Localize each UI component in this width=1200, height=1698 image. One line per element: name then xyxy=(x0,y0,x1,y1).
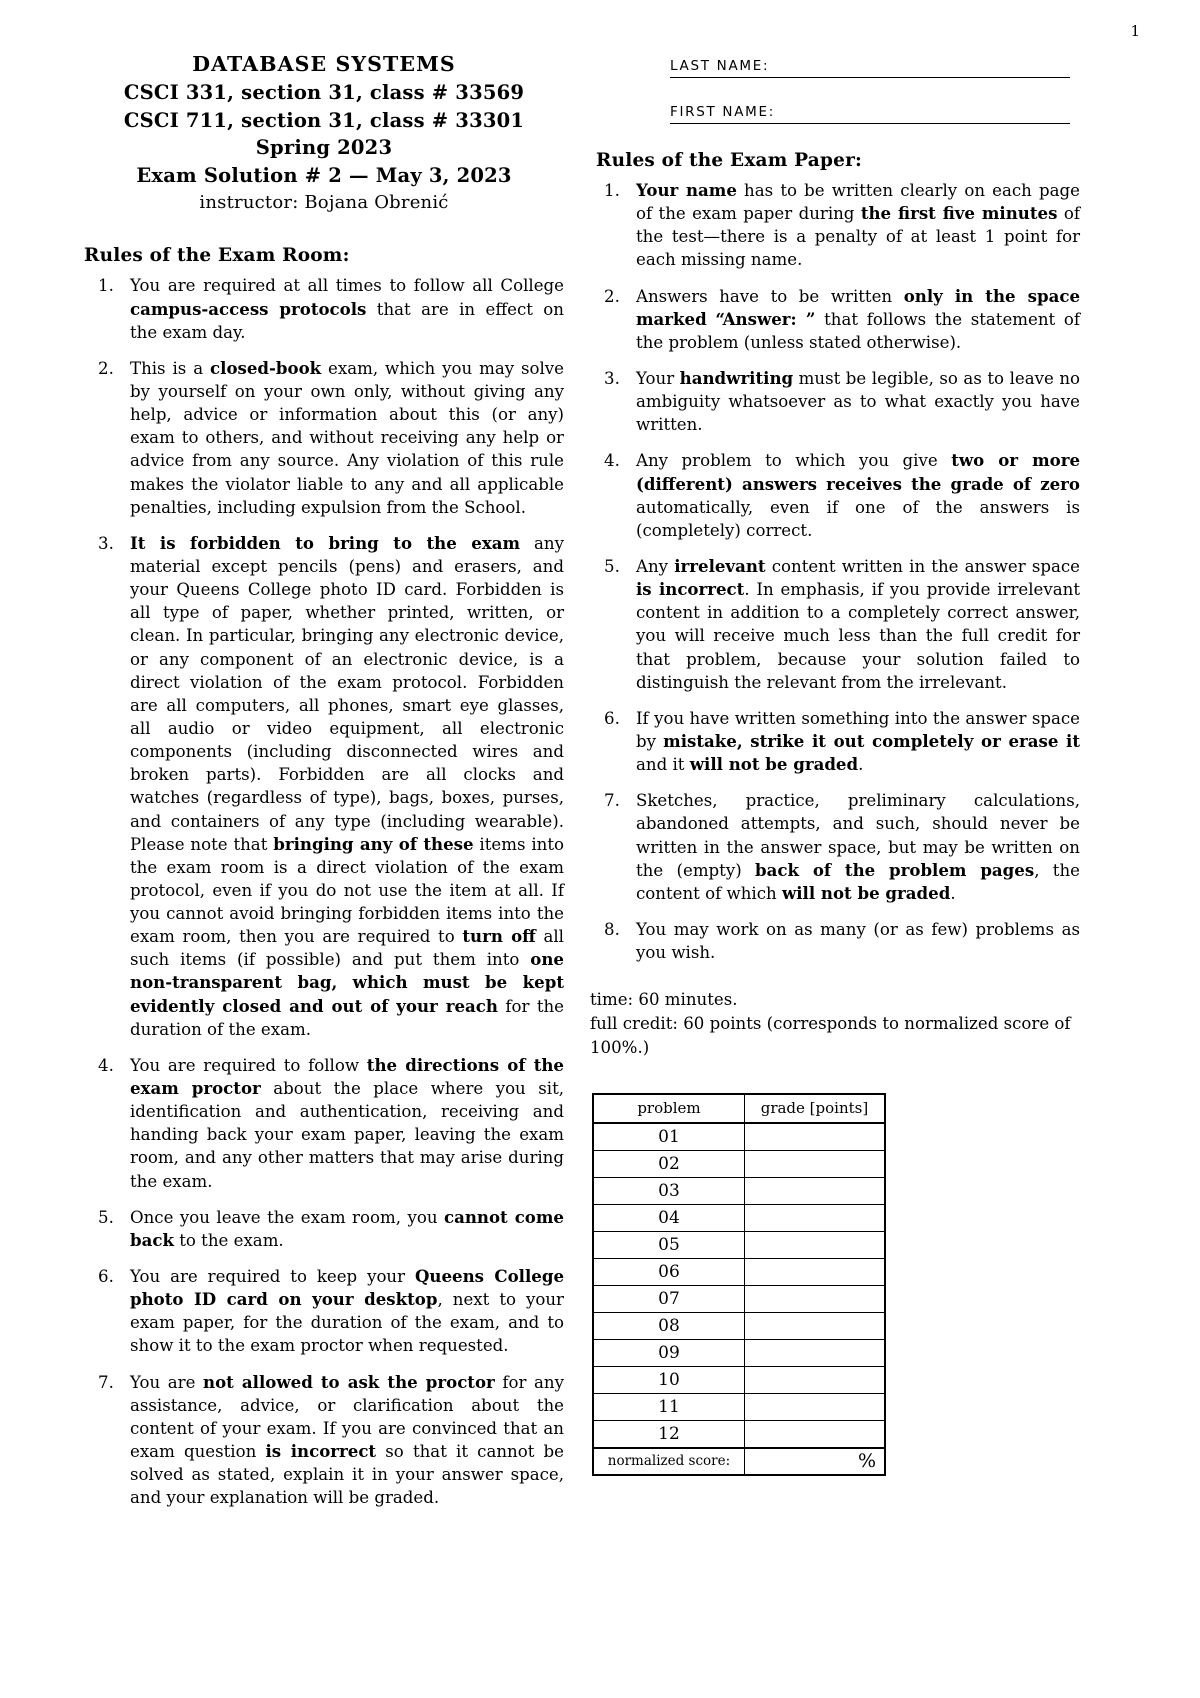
exam-meta xyxy=(590,988,1080,1059)
exam-line: Exam Solution # 2 — May 3, 2023 xyxy=(136,164,512,188)
table-row xyxy=(593,1204,885,1231)
normalized-score-label: normalized score: xyxy=(593,1448,744,1475)
rule-item: Any problem to which you give two or more (different) answers receives the grade of zero automatically, even if one of the answers is (completely) correct. xyxy=(636,450,1080,540)
rule-item: You are not allowed to ask the proctor for any assistance, advice, or clarification about the content of your exam. If you are convinced that an exam question is incorrect so that it cannot be solved as stated, explain it in your answer space, and your explanation will be graded. xyxy=(130,1371,564,1508)
grade-table-header-row xyxy=(593,1094,885,1123)
table-row xyxy=(593,1231,885,1258)
rule-item: Any irrelevant content written in the answer space is incorrect. In emphasis, if you provide irrelevant content in addition to a completely correct answer, you will receive much less than the full credit for that problem, because your solution failed to distinguish the relevant from the irrelevant. xyxy=(636,555,1080,692)
name-fields xyxy=(670,58,1080,124)
credit-line: full credit: 60 points (corresponds to normalized score of 100%.) xyxy=(590,1014,1071,1057)
problem-number-cell: 03 xyxy=(593,1177,744,1204)
grade-entry-cell[interactable] xyxy=(744,1150,885,1177)
table-row xyxy=(593,1258,885,1285)
exam-paper-heading: Rules of the Exam Paper: xyxy=(596,150,863,171)
rule-item: Your name has to be written clearly on each page of the exam paper during the first five minutes of the test—there is a penalty of at least 1 point for each missing name. xyxy=(636,180,1080,270)
grade-entry-cell[interactable] xyxy=(744,1420,885,1448)
rule-item: This is a closed-book exam, which you may solve by yourself on your own only, without giving any help, advice or information about this (or any) exam to others, and without receiving any help or advice from any source. Any violation of this rule makes the violator liable to any and all applicable penalties, including expulsion from the School. xyxy=(130,357,564,517)
rule-item: If you have written something into the answer space by mistake, strike it out completely or erase it and it will not be graded. xyxy=(636,708,1080,775)
left-column xyxy=(84,50,564,1509)
table-row xyxy=(593,1312,885,1339)
grade-entry-cell[interactable] xyxy=(744,1177,885,1204)
rule-item: It is forbidden to bring to the exam any material except pencils (pens) and erasers, and your Queens College photo ID card. Forbidden is all type of paper, whether printed, written, or clean. In particular, bringing any electronic device, or any component of an electronic device, is a direct violation of the exam protocol. Forbidden are all computers, all phones, smart eye glasses, all audio or video equipment, all electronic components (including disconnected wires and broken parts). Forbidden are all clocks and watches (regardless of type), bags, boxes, purses, and containers of any type (including wearable). Please note that bringing any of these items into the exam room is a direct violation of the exam protocol, even if you do not use the item at all. If you cannot avoid bringing forbidden items into the exam room, then you are required to turn off all such items (if possible) and put them into one non-transparent bag, which must be kept evidently closed and out of your reach for the duration of the exam. xyxy=(130,532,565,1039)
grade-entry-cell[interactable] xyxy=(744,1312,885,1339)
time-line: time: 60 minutes. xyxy=(590,990,738,1010)
problem-number-cell: 05 xyxy=(593,1231,744,1258)
grade-table-col-grade: grade [points] xyxy=(744,1094,885,1123)
table-row xyxy=(593,1366,885,1393)
rule-item: You may work on as many (or as few) problems as you wish. xyxy=(636,919,1080,963)
table-row xyxy=(593,1177,885,1204)
first-name-field[interactable] xyxy=(670,104,1070,124)
normalized-score-value: % xyxy=(744,1448,885,1475)
rule-item: You are required to follow the directions of the exam proctor about the place where you sit, identification and authentication, receiving and handing back your exam paper, leaving the exam room, and any other matters that may arise during the exam. xyxy=(130,1054,565,1191)
page-number: 1 xyxy=(1130,22,1140,40)
last-name-label: LAST NAME: xyxy=(670,58,770,74)
exam-room-rules-list xyxy=(84,274,564,1509)
grade-entry-cell[interactable] xyxy=(744,1231,885,1258)
table-row xyxy=(593,1123,885,1151)
problem-number-cell: 12 xyxy=(593,1420,744,1448)
course-line-csci711: CSCI 711, section 31, class # 33301 xyxy=(123,108,525,132)
course-line-csci331: CSCI 331, section 31, class # 33569 xyxy=(123,81,525,105)
rule-item: Answers have to be written only in the space marked “Answer: ” that follows the statement of the problem (unless stated otherwise). xyxy=(636,285,1081,352)
grade-entry-cell[interactable] xyxy=(744,1285,885,1312)
right-column xyxy=(590,50,1080,1509)
grade-entry-cell[interactable] xyxy=(744,1366,885,1393)
grade-entry-cell[interactable] xyxy=(744,1204,885,1231)
table-row xyxy=(593,1393,885,1420)
problem-number-cell: 07 xyxy=(593,1285,744,1312)
problem-number-cell: 06 xyxy=(593,1258,744,1285)
grade-entry-cell[interactable] xyxy=(744,1123,885,1151)
grade-table-col-problem: problem xyxy=(593,1094,744,1123)
problem-number-cell: 08 xyxy=(593,1312,744,1339)
grade-entry-cell[interactable] xyxy=(744,1393,885,1420)
table-row xyxy=(593,1420,885,1448)
rule-item: You are required to keep your Queens College photo ID card on your desktop, next to your exam paper, for the duration of the exam, and to show it to the exam proctor when requested. xyxy=(130,1266,564,1356)
grade-table xyxy=(592,1093,886,1476)
grade-entry-cell[interactable] xyxy=(744,1339,885,1366)
table-row xyxy=(593,1339,885,1366)
course-title: DATABASE SYSTEMS xyxy=(192,52,456,76)
problem-number-cell: 09 xyxy=(593,1339,744,1366)
term: Spring 2023 xyxy=(255,136,393,160)
last-name-field[interactable] xyxy=(670,58,1070,78)
first-name-label: FIRST NAME: xyxy=(670,104,775,120)
exam-paper-rules-list xyxy=(590,179,1080,964)
problem-number-cell: 01 xyxy=(593,1123,744,1151)
problem-number-cell: 11 xyxy=(593,1393,744,1420)
table-row xyxy=(593,1285,885,1312)
rule-item: Sketches, practice, preliminary calculations, abandoned attempts, and such, should never be written in the answer space, but may be written on the (empty) back of the problem pages, the content of which will not be graded. xyxy=(636,791,1080,903)
instructor: instructor: Bojana Obrenić xyxy=(199,191,449,213)
rule-item: Once you leave the exam room, you cannot come back to the exam. xyxy=(130,1206,564,1250)
problem-number-cell: 04 xyxy=(593,1204,744,1231)
rule-item: Your handwriting must be legible, so as to leave no ambiguity whatsoever as to what exactly you have written. xyxy=(636,367,1081,435)
problem-number-cell: 10 xyxy=(593,1366,744,1393)
two-column-body xyxy=(84,50,1084,1509)
grade-table-body xyxy=(593,1123,885,1448)
grade-table-footer-row xyxy=(593,1448,885,1475)
exam-room-heading: Rules of the Exam Room: xyxy=(84,245,350,267)
table-row xyxy=(593,1150,885,1177)
exam-header xyxy=(84,50,564,215)
grade-entry-cell[interactable] xyxy=(744,1258,885,1285)
rule-item: You are required at all times to follow all College campus-access protocols that are in effect on the exam day. xyxy=(130,276,564,342)
problem-number-cell: 02 xyxy=(593,1150,744,1177)
